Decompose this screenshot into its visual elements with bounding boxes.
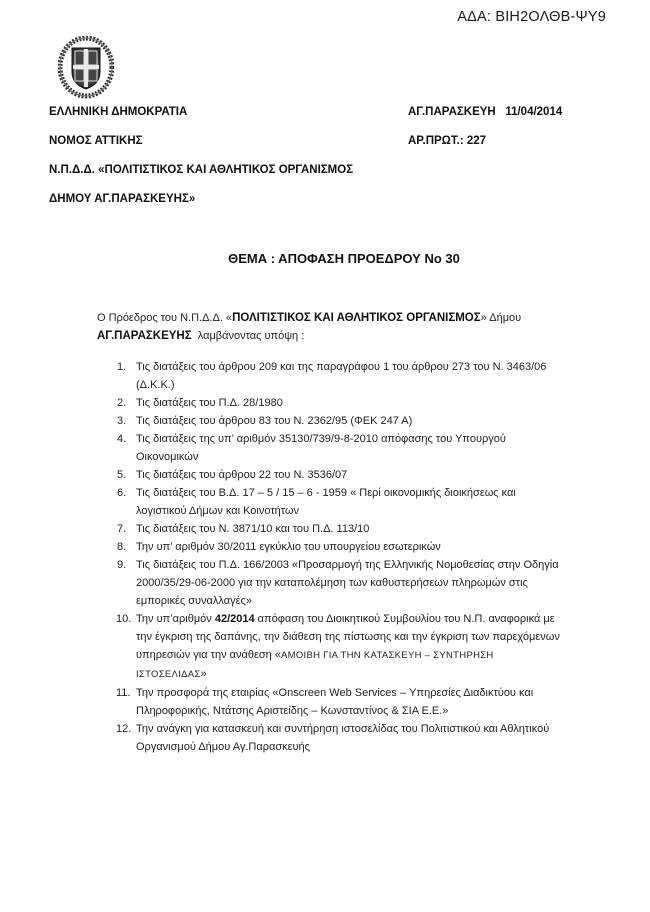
list-item: [117, 684, 562, 720]
item-text: Τις διατάξεις του Π.Δ. 28/1980: [136, 397, 283, 409]
decision-number: 42/2014: [214, 613, 255, 625]
country-name: ΕΛΛΗΝΙΚΗ ΔΗΜΟΚΡΑΤΙΑ: [49, 106, 188, 118]
item-number: 7.: [117, 523, 127, 535]
municipality-name: ΔΗΜΟΥ ΑΓ.ΠΑΡΑΣΚΕΥΗΣ»: [49, 193, 196, 205]
item-number: 12.: [116, 723, 132, 735]
intro-paragraph: [97, 309, 567, 345]
item-text: Την προσφορά της εταιρίας «Onscreen Web Services – Υπηρεσίες Διαδικτύου και Πληροφορικής, Ντάτσης Αριστείδης – Κωνσταντίνος & ΣΙΑ Ε.Ε.»: [136, 687, 534, 717]
item-number: 2.: [117, 397, 127, 409]
prefecture: ΝΟΜΟΣ ΑΤΤΙΚΗΣ: [49, 135, 143, 147]
item-text: Τις διατάξεις του Ν. 3871/10 και του Π.Δ. 113/10: [136, 523, 370, 535]
organization-name: Ν.Π.Δ.Δ. «ΠΟΛΙΤΙΣΤΙΚΟΣ ΚΑΙ ΑΘΛΗΤΙΚΟΣ ΟΡΓΑΝΙΣΜΟΣ: [49, 164, 354, 176]
list-item: [117, 538, 562, 556]
list-item: [117, 720, 562, 756]
place-date: ΑΓ.ΠΑΡΑΣΚΕΥΗ 11/04/2014: [408, 106, 563, 118]
ada-code: ΑΔΑ: ΒΙΗ2ΟΛΘΒ-ΨΥ9: [457, 9, 606, 25]
item-text: Τις διατάξεις του άρθρου 209 και της παραγράφου 1 του άρθρου 273 του Ν. 3463/06 (Δ.Κ.Κ.): [136, 361, 547, 391]
document-subject: ΘΕΜΑ : ΑΠΟΦΑΣΗ ΠΡΟΕΔΡΟΥ Νο 30: [228, 251, 460, 266]
item-text: Τις διατάξεις του Β.Δ. 17 – 5 / 15 – 6 - 1959 « Περί οικονομικής διοικήσεως και λογιστικού Δήμων και Κοινοτήτων: [136, 487, 516, 517]
item-text: »: [200, 668, 207, 680]
item-number: 8.: [117, 541, 127, 553]
item-text: Την ανάγκη για κατασκευή και συντήρηση ιστοσελίδας του Πολιτιστικού και Αθλητικού Οργανισμού Δήμου Αγ.Παρασκευής: [136, 723, 550, 753]
item-text: Τις διατάξεις του άρθρου 83 του Ν. 2362/95 (ΦΕΚ 247 Α): [136, 415, 413, 427]
list-item: [117, 520, 562, 538]
intro-text-2: » Δήμου: [480, 312, 522, 324]
item-number: 11.: [116, 687, 131, 699]
intro-text-1: Ο Πρόεδρος του Ν.Π.Δ.Δ. «: [97, 312, 233, 324]
item-number: 1.: [117, 361, 127, 373]
item-text: Τις διατάξεις της υπ’ αριθμόν 35130/739/9-8-2010 απόφασης του Υπουργού Οικονομικών: [136, 433, 506, 463]
list-item: [117, 556, 562, 610]
list-item: [117, 394, 562, 412]
item-text: Τις διατάξεις του Π.Δ. 166/2003 «Προσαρμογή της Ελληνικής Νομοθεσίας στην Οδηγία 2000/35/29-06-2000 για την καταπολέμηση των καθυστερήσεων πληρωμών στις εμπορικές συναλλαγές»: [136, 559, 559, 607]
item-text: απόφαση του Διοικητικού Συμβουλίου του Ν.Π. αναφορικά με την έγκριση της δαπάνης, την διάθεση της πίστωσης και την έγκριση των παρεχόμενων υπηρεσιών για την ανάθεση «: [136, 613, 560, 661]
list-item: [117, 412, 562, 430]
list-item: [117, 430, 562, 466]
list-item: [117, 610, 562, 684]
service-title: ΑΜΟΙΒΗ ΓΙΑ ΤΗΝ ΚΑΤΑΣΚΕΥΗ – ΣΥΝΤΗΡΗΣΗ ΙΣΤΟΣΕΛΙΔΑΣ: [136, 650, 494, 680]
item-text: Την υπ’αριθμόν: [136, 613, 215, 625]
item-number: 3.: [117, 415, 127, 427]
intro-municipality: ΑΓ.ΠΑΡΑΣΚΕΥΗΣ: [97, 330, 192, 342]
protocol-number: ΑΡ.ΠΡΩΤ.: 227: [408, 135, 487, 147]
item-number: 9.: [117, 559, 127, 571]
list-item: [117, 484, 562, 520]
item-text: Τις διατάξεις του άρθρου 22 του Ν. 3536/07: [136, 469, 348, 481]
greek-coat-of-arms-icon: [58, 36, 114, 100]
item-number: 5.: [117, 469, 127, 481]
intro-org: ΠΟΛΙΤΙΣΤΙΚΟΣ ΚΑΙ ΑΘΛΗΤΙΚΟΣ ΟΡΓΑΝΙΣΜΟΣ: [232, 312, 481, 324]
list-item: [117, 466, 562, 484]
item-number: 4.: [117, 433, 127, 445]
considerations-list: [117, 358, 562, 756]
intro-text-3: λαμβάνοντας υπόψη :: [191, 330, 305, 342]
item-number: 6.: [117, 487, 127, 499]
list-item: [117, 358, 562, 394]
item-number: 10.: [116, 613, 132, 625]
item-text: Την υπ’ αριθμόν 30/2011 εγκύκλιο του υπουργείου εσωτερικών: [136, 541, 441, 553]
